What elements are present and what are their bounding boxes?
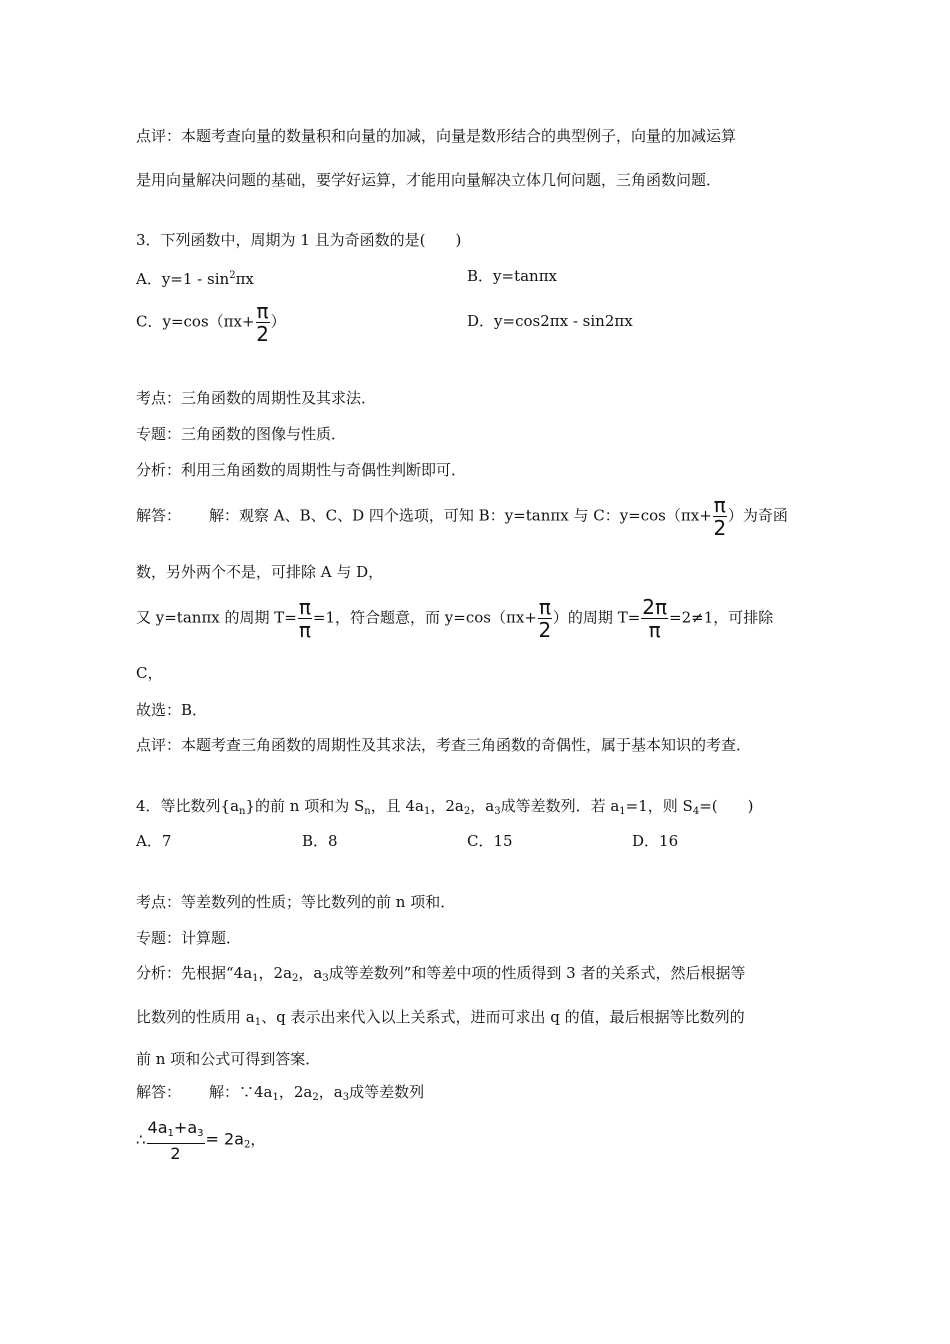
- q4-option-b: B．8: [302, 832, 338, 850]
- q4-option-d: D．16: [632, 832, 679, 850]
- comment-line-1: 点评：本题考查向量的数量积和向量的加减，向量是数形结合的典型例子，向量的加减运算: [136, 127, 737, 145]
- q4-zhuanti: 专题：计算题．: [136, 929, 242, 947]
- fraction-pi-over-2: $\frac{\pi}{2}$: [256, 299, 269, 346]
- q3-fenxi: 分析：利用三角函数的周期性与奇偶性判断即可．: [136, 461, 467, 479]
- q4-fenxi-line-2: 比数列的性质用 $a_1$、q 表示出来代入以上关系式，进而可求出 q 的值，最后根据等比数列的: [136, 1008, 745, 1028]
- q3-option-b: B．y=tanπx: [467, 267, 558, 285]
- fraction-mean-expression: $\frac{4a_1+a_3}{2}$: [147, 1118, 204, 1163]
- q4-fenxi-line-3: 前 n 项和公式可得到答案．: [136, 1050, 321, 1068]
- q3-option-a: A．$y=1 - \sin^2\pi x$: [136, 270, 254, 288]
- q3-jieda-line-4: C，: [136, 664, 163, 682]
- q4-fenxi-line-1: 分析：先根据“$4a_1$，$2a_2$，$a_3$成等差数列”和等差中项的性质得到 3 者的关系式，然后根据等: [136, 964, 746, 984]
- q4-jieda-equation: ∴ $\frac{4a_1+a_3}{2}$ = $2a_2$，: [136, 1118, 266, 1163]
- fraction-2pi-over-pi: $\frac{2\pi}{\pi}$: [642, 595, 668, 642]
- q3-kaodian: 考点：三角函数的周期性及其求法．: [136, 389, 377, 407]
- q3-answer: 故选：B．: [136, 701, 208, 719]
- fraction-pi-over-2: $\frac{\pi}{2}$: [538, 595, 552, 642]
- q3-jieda-line-3: 又 y=tanπx 的周期 T= $\frac{\pi}{\pi}$ =1，符合题意，而 y=cos（πx+ $\frac{\pi}{2}$ ）的周期 T= $\frac{2\pi}{\pi}$ =2≠1，可排除: [136, 595, 774, 642]
- q4-option-c: C．15: [467, 832, 513, 850]
- q4-option-a: A．7: [136, 832, 172, 850]
- q3-option-d: D．y=cos2πx - sin2πx: [467, 312, 633, 330]
- q3-option-c: C．y=cos（πx+ $\frac{\pi}{2}$ ）: [136, 299, 286, 346]
- q3-jieda-line-1: 解答： 解：观察 A、B、C、D 四个选项，可知 B：y=tanπx 与 C：y=cos（πx+ $\frac{\pi}{2}$ ）为奇函: [136, 493, 788, 540]
- q3-stem: 3．下列函数中，周期为 1 且为奇函数的是( ): [136, 231, 462, 249]
- q3-jieda-line-2: 数，另外两个不是，可排除 A 与 D，: [136, 563, 384, 581]
- comment-line-2: 是用向量解决问题的基础，要学好运算，才能用向量解决立体几何问题，三角函数问题．: [136, 171, 722, 189]
- q4-stem: 4．等比数列$\{a_n\}$的前 n 项和为 $S_n$，且 $4a_1$，$2a_2$，$a_3$成等差数列．若 $a_1=1$，则 $S_4=$( ): [136, 797, 754, 817]
- q3-zhuanti: 专题：三角函数的图像与性质．: [136, 425, 347, 443]
- q3-dianping: 点评：本题考查三角函数的周期性及其求法，考查三角函数的奇偶性，属于基本知识的考查．: [136, 736, 752, 754]
- fraction-pi-over-pi: $\frac{\pi}{\pi}$: [298, 595, 311, 642]
- q4-jieda-line-1: 解答： 解：$\because 4a_1$，$2a_2$，$a_3$成等差数列: [136, 1083, 425, 1103]
- fraction-pi-over-2: $\frac{\pi}{2}$: [713, 493, 727, 540]
- q4-kaodian: 考点：等差数列的性质；等比数列的前 n 项和．: [136, 893, 456, 911]
